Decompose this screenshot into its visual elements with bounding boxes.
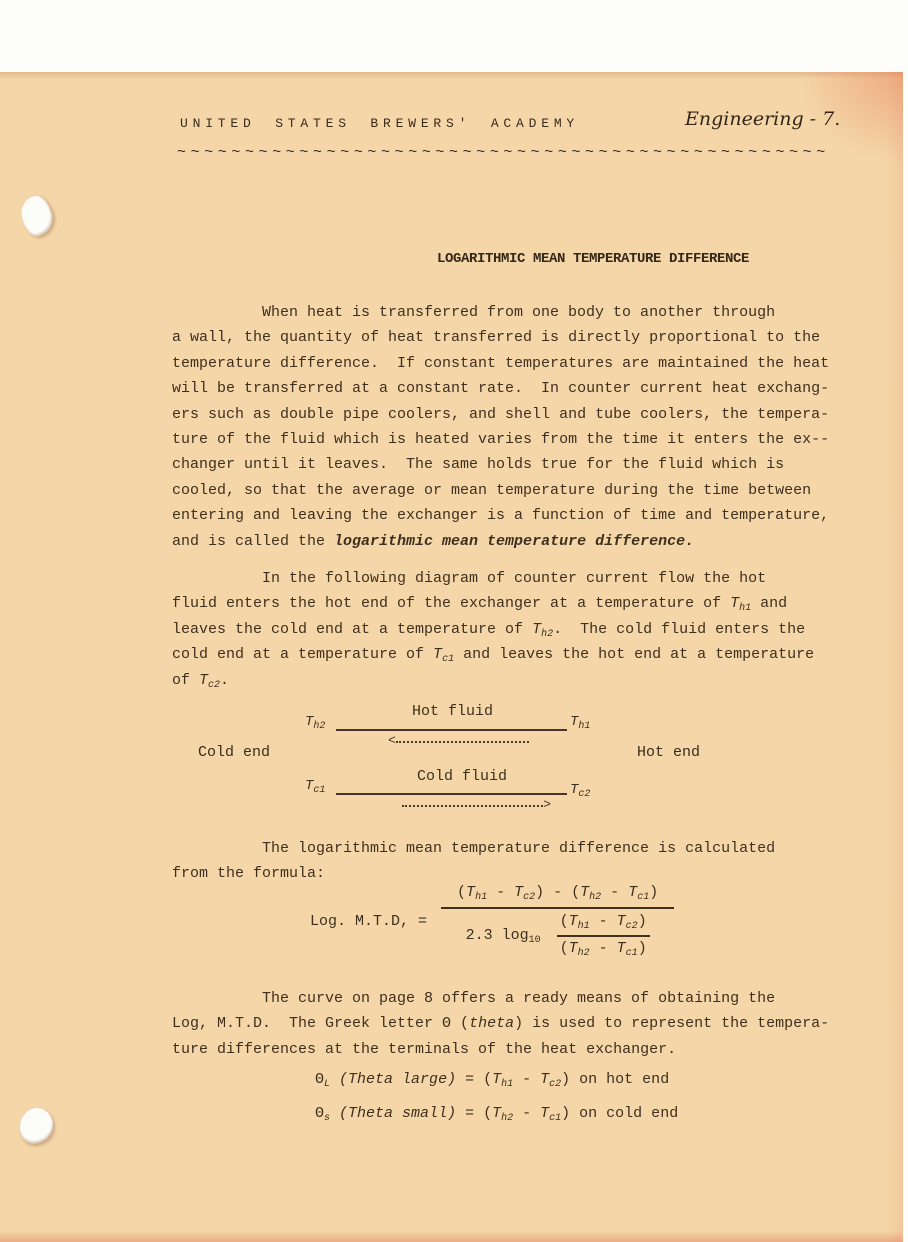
temp-symbol-th1: $T_{h1}$ — [570, 714, 591, 732]
arrow-head-left-icon: < — [388, 733, 396, 748]
text-line: temperature difference. If constant temperatures are maintained the heat — [172, 354, 830, 372]
text-line: and is called the logarithmic mean temperature difference. — [172, 532, 695, 550]
cold-fluid-line — [336, 793, 567, 795]
dotted-line — [396, 741, 529, 743]
scanned-paper-sheet — [0, 72, 903, 1242]
text-line: will be transferred at a constant rate. In counter current heat exchang- — [172, 380, 830, 398]
text-line: When heat is transferred from one body to another through — [262, 304, 776, 321]
punch-hole-top — [18, 193, 56, 238]
formula-inner-fraction — [557, 913, 650, 959]
cold-end-label: Cold end — [198, 744, 271, 761]
paragraph-intro — [172, 300, 829, 554]
arrow-head-right-icon: > — [543, 797, 551, 812]
text-line: of $T_{c2}$. — [172, 671, 230, 691]
temp-symbol-th2: $T_{h2}$ — [305, 714, 326, 732]
formula-denominator — [466, 909, 650, 959]
inner-numerator: $(T_{h1} - T_{c2})$ — [557, 913, 650, 937]
text-line: Log, M.T.D. The Greek letter Θ (theta) is used to represent the tempera- — [172, 1015, 830, 1033]
text-line: changer until it leaves. The same holds true for the fluid which is — [172, 456, 785, 474]
punch-hole-bottom — [18, 1106, 56, 1146]
cold-flow-arrow-right — [402, 797, 551, 812]
text-line: The logarithmic mean temperature difference is calculated — [262, 840, 776, 857]
paragraph-theta-intro — [172, 986, 829, 1062]
theta-large-definition: $\Theta_L$ (Theta large) = $(T_{h1} - T_{c2})$ on hot end — [315, 1071, 670, 1090]
hot-fluid-label: Hot fluid — [412, 703, 494, 720]
theta-small-definition: $\Theta_s$ (Theta small) = $(T_{h2} - T_{c1})$ on cold end — [315, 1105, 679, 1124]
text-line: ture of the fluid which is heated varies from the time it enters the ex-- — [172, 430, 830, 448]
temp-symbol-tc1: $T_{c1}$ — [305, 778, 326, 796]
formula-lhs: Log. M.T.D, = — [310, 913, 428, 930]
course-label: Engineering - 7. — [685, 108, 841, 130]
text-line: fluid enters the hot end of the exchanger at a temperature of $T_{h1}$ and — [172, 595, 788, 615]
formula-main-fraction — [441, 884, 674, 959]
text-line: ture differences at the terminals of the heat exchanger. — [172, 1040, 677, 1058]
text-line: The curve on page 8 offers a ready means of obtaining the — [262, 990, 776, 1007]
temp-symbol-tc2: $T_{c2}$ — [570, 782, 591, 800]
hot-flow-arrow-left — [388, 733, 529, 748]
formula-numerator: $(T_{h1} - T_{c2}) - (T_{h2} - T_{c1})$ — [441, 884, 674, 909]
text-line: ers such as double pipe coolers, and shell and tube coolers, the tempera- — [172, 405, 830, 423]
text-line: a wall, the quantity of heat transferred is directly proportional to the — [172, 329, 821, 347]
paragraph-formula-intro — [172, 836, 775, 887]
tilde-divider: ~~~~~~~~~~~~~~~~~~~~~~~~~~~~~~~~~~~~~~~~~~~~~~~~ — [177, 144, 830, 161]
text-line: cold end at a temperature of $T_{c1}$ and leaves the hot end at a temperature — [172, 646, 815, 666]
dotted-line — [402, 805, 543, 807]
text-line: leaves the cold end at a temperature of $T_{h2}$. The cold fluid enters the — [172, 620, 806, 640]
lmtd-formula — [310, 884, 674, 959]
institution-name: UNITED STATES BREWERS' ACADEMY — [180, 116, 580, 131]
page-title: LOGARITHMIC MEAN TEMPERATURE DIFFERENCE — [437, 251, 750, 267]
paragraph-diagram-intro — [172, 566, 814, 693]
formula-log-coefficient: 2.3 $\log_{10}$ — [465, 926, 541, 946]
inner-denominator: $(T_{h2} - T_{c1})$ — [559, 940, 647, 959]
hot-end-label: Hot end — [637, 744, 701, 761]
text-line: In the following diagram of counter current flow the hot — [262, 570, 767, 587]
text-line: cooled, so that the average or mean temperature during the time between — [172, 481, 812, 499]
text-line: entering and leaving the exchanger is a function of time and temperature, — [172, 507, 830, 525]
cold-fluid-label: Cold fluid — [417, 768, 508, 785]
hot-fluid-line — [336, 729, 567, 731]
text-line: from the formula: — [172, 865, 326, 883]
